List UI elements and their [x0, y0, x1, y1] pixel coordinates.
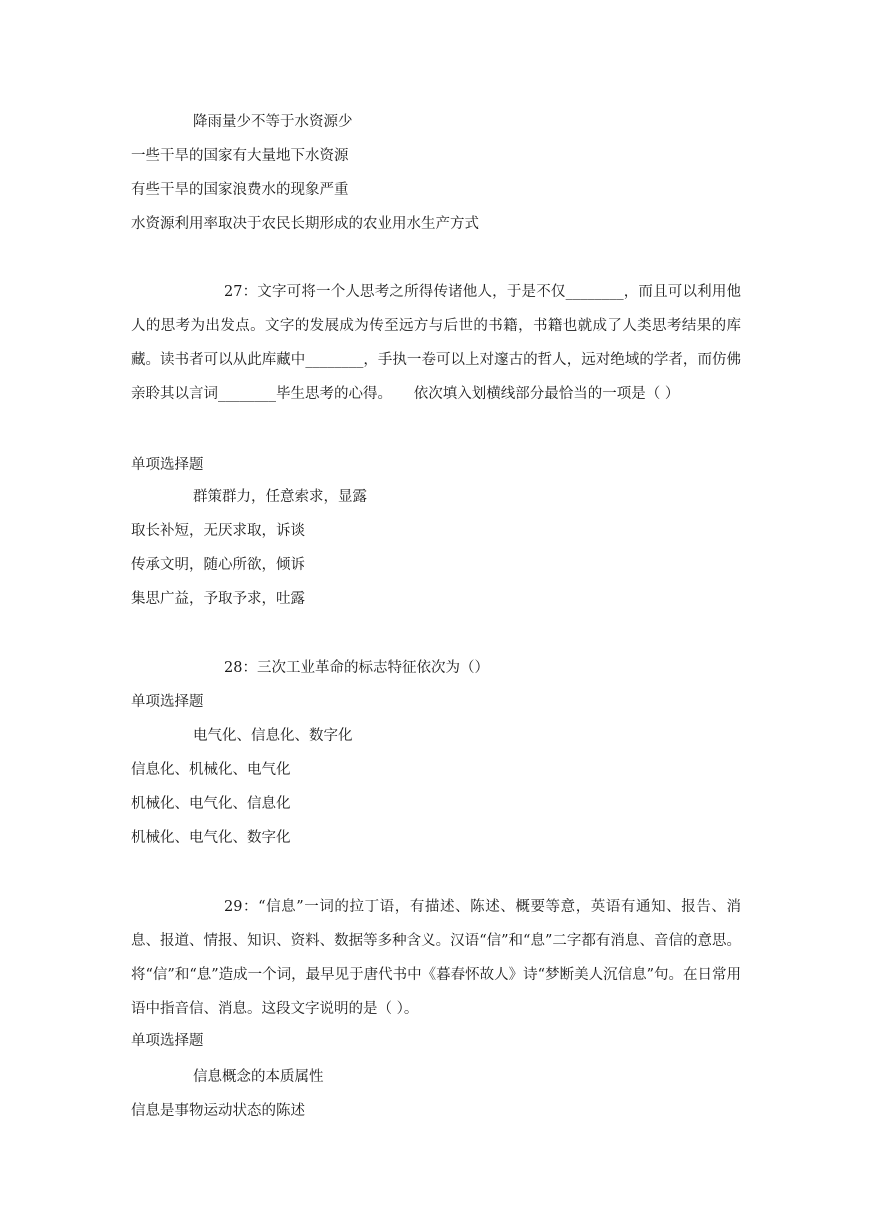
q28-option-b: 信息化、机械化、电气化 — [131, 762, 291, 778]
q28-option-c: 机械化、电气化、信息化 — [131, 796, 291, 812]
q26-option-d: 水资源利用率取决于农民长期形成的农业用水生产方式 — [131, 216, 479, 232]
q26-option-a: 降雨量少不等于水资源少 — [193, 114, 353, 130]
q29-stem-block — [131, 890, 741, 1026]
q27-option-b: 取长补短，无厌求取，诉谈 — [131, 523, 305, 539]
q29-stem: 29：“信息”一词的拉丁语，有描述、陈述、概要等意，英语有通知、报告、消息、报道、情报、知识、资料、数据等多种含义。汉语“信”和“息”二字都有消息、音信的意思。将“信”和“息”造成一个词，最早见于唐代书中《暮春怀故人》诗“梦断美人沉信息”句。在日常用语中指音信、消息。这段文字说明的是（ ）。 — [131, 899, 741, 1017]
q27-stem: 27：文字可将一个人思考之所得传诸他人，于是不仅________，而且可以利用他人的思考为出发点。文字的发展成为传至远方与后世的书籍，书籍也就成了人类思考结果的库藏。读书者可以从此库藏中________，手执一卷可以上对邃古的哲人，远对绝域的学者，而仿佛亲聆其以言词________毕生思考的心得。 依次填入划横线部分最恰当的一项是（ ） — [131, 284, 741, 402]
q27-option-c: 传承文明，随心所欲，倾诉 — [131, 557, 305, 573]
q29-type: 单项选择题 — [131, 1033, 204, 1049]
q27-type: 单项选择题 — [131, 457, 204, 473]
q27-stem-block — [131, 275, 741, 411]
q27-option-d: 集思广益，予取予求，吐露 — [131, 591, 305, 607]
q29-option-a: 信息概念的本质属性 — [193, 1069, 324, 1085]
q29-option-b: 信息是事物运动状态的陈述 — [131, 1103, 305, 1119]
q26-option-b: 一些干旱的国家有大量地下水资源 — [131, 148, 349, 164]
q28-option-a: 电气化、信息化、数字化 — [193, 728, 353, 744]
q28-option-d: 机械化、电气化、数字化 — [131, 830, 291, 846]
q26-option-c: 有些干旱的国家浪费水的现象严重 — [131, 182, 349, 198]
q28-stem: 28：三次工业革命的标志特征依次为（） — [224, 660, 489, 676]
q27-option-a: 群策群力，任意索求，显露 — [193, 489, 367, 505]
q28-type: 单项选择题 — [131, 694, 204, 710]
